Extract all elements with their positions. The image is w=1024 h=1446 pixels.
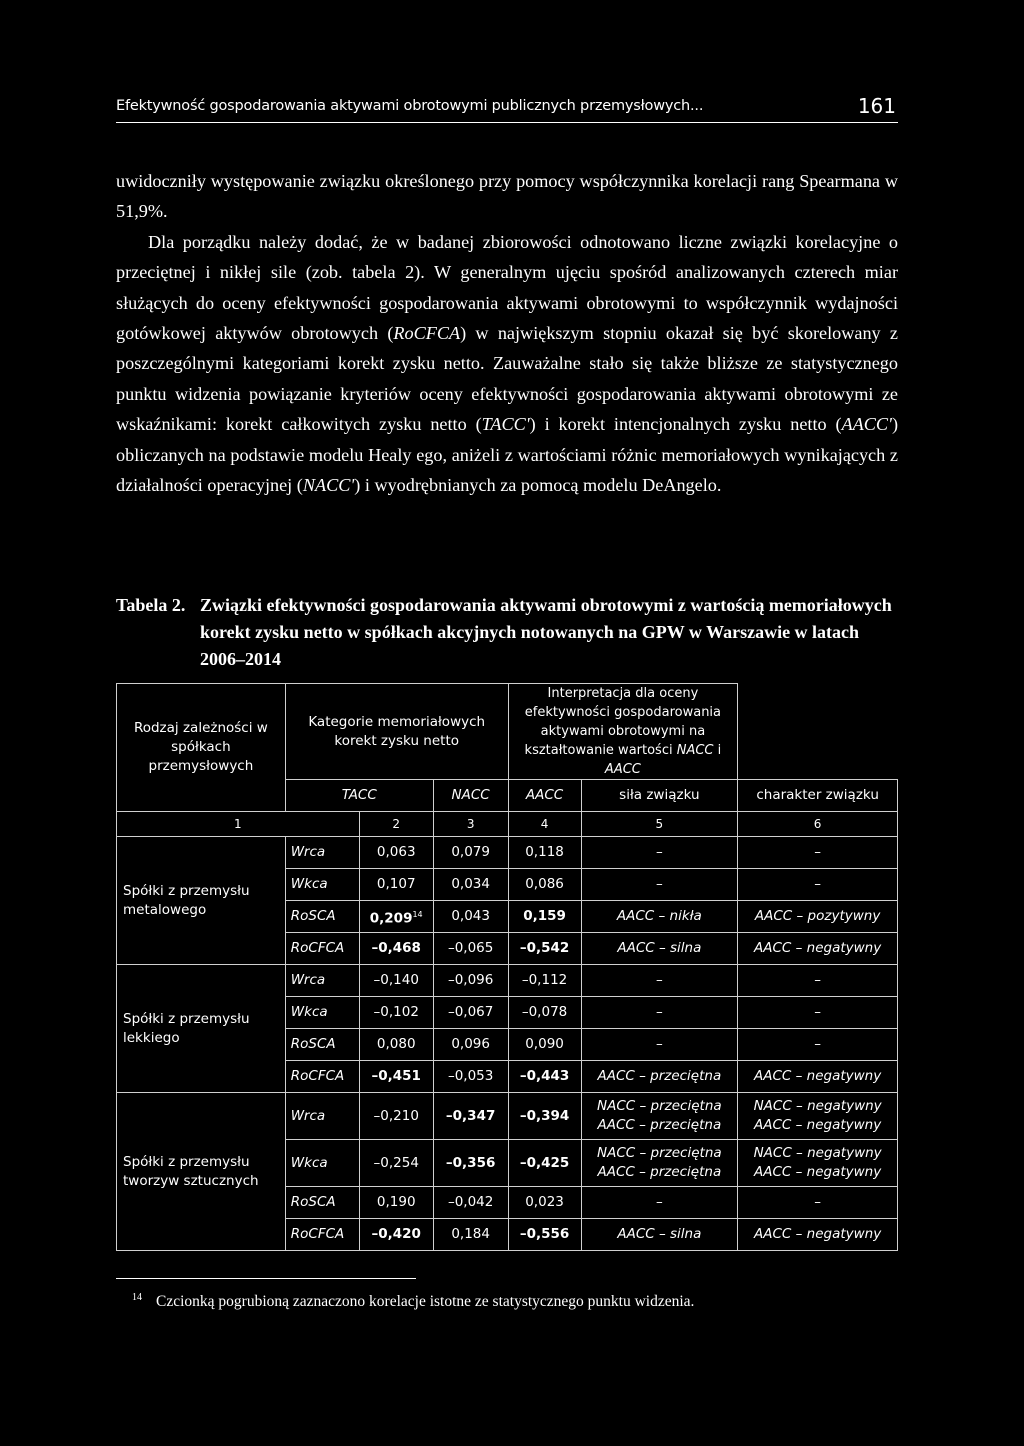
running-header-title: Efektywność gospodarowania aktywami obrotowymi publicznych przemysłowych... <box>116 98 704 114</box>
page-number: 161 <box>857 94 896 118</box>
paragraph-2-part-a: Dla porządku należy dodać, że w badanej zbiorowości odnotowano liczne związki korelacyjne o przeciętnej i nikłej sile (zob. tabela 2). W generalnym ujęciu spośród analizowanych czterech miar służących do oceny efektywności gospodarowania aktywami obrotowymi to współczynnik wydajności gotówkowej aktywów obrotowych ( <box>116 231 898 344</box>
cell-tacc: –0,140 <box>359 965 433 997</box>
cell-nacc-value: –0,347 <box>445 1107 496 1124</box>
col-num: 5 <box>581 812 738 837</box>
footnote-marker: 14 <box>132 1292 142 1303</box>
cell-tacc <box>359 1219 433 1251</box>
col-num: 6 <box>738 812 898 837</box>
cell-strength <box>581 1140 738 1187</box>
character-line: NACC – negatywny <box>753 1098 882 1114</box>
col-header-tacc: TACC <box>285 780 433 812</box>
cell-tacc: 0,107 <box>359 869 433 901</box>
cell-category: Wkca <box>285 869 359 901</box>
col-num: 2 <box>359 812 433 837</box>
cell-character: AACC – negatywny <box>738 933 898 965</box>
paragraph-2-part-b: ) w największym stopniu okazał się być skorelowany z poszczególnymi kategoriami korekt zysku netto. Zauważalne stało się także bliższe ze statystycznego punktu widzenia powiązanie kryteriów oceny efektywności gospodarowania aktywami obrotowymi ze wskaźnikami: korekt całkowitych zysku netto ( <box>116 323 898 435</box>
cell-tacc: 0,190 <box>359 1187 433 1219</box>
cell-nacc: 0,043 <box>433 901 508 933</box>
cell-strength: – <box>581 837 738 869</box>
cell-category: RoCFCA <box>285 1061 359 1093</box>
cell-character: AACC – negatywny <box>738 1061 898 1093</box>
col-num: 3 <box>433 812 508 837</box>
cell-nacc: 0,034 <box>433 869 508 901</box>
cell-character: – <box>738 837 898 869</box>
column-number-row <box>117 812 898 837</box>
table-row <box>117 965 898 997</box>
cell-category: RoSCA <box>285 1029 359 1061</box>
col-num: 4 <box>508 812 581 837</box>
cell-nacc: –0,042 <box>433 1187 508 1219</box>
col-header-interpretation <box>508 684 738 780</box>
cell-category: RoSCA <box>285 1187 359 1219</box>
cell-character: AACC – negatywny <box>738 1219 898 1251</box>
cell-aacc: –0,078 <box>508 997 581 1029</box>
col-num: 1 <box>117 812 360 837</box>
cell-aacc <box>508 1093 581 1140</box>
symbol-rocfca: RoCFCA <box>393 323 461 344</box>
cell-strength: – <box>581 997 738 1029</box>
col-header-nacc: NACC <box>433 780 508 812</box>
cell-tacc: 0,063 <box>359 837 433 869</box>
cell-character: – <box>738 1187 898 1219</box>
interp-text: Interpretacja dla oceny efektywności gospodarowania aktywami obrotowymi na kształtowanie wartości <box>524 686 722 758</box>
cell-strength: AACC – przeciętna <box>581 1061 738 1093</box>
correlation-table <box>116 683 898 1251</box>
group-plastics: Spółki z przemysłu tworzyw sztucznych <box>117 1093 286 1251</box>
paragraph-2 <box>116 227 898 501</box>
cell-strength: AACC – nikła <box>581 901 738 933</box>
paragraph-2-part-e: ) i wyodrębnianych za pomocą modelu DeAngelo. <box>354 475 722 496</box>
cell-strength <box>581 1093 738 1140</box>
cell-strength: – <box>581 965 738 997</box>
cell-aacc <box>508 933 581 965</box>
footnote-divider <box>116 1278 416 1279</box>
symbol-tacc: TACC' <box>481 414 530 435</box>
running-header <box>116 96 898 123</box>
cell-aacc: 0,023 <box>508 1187 581 1219</box>
cell-aacc <box>508 1219 581 1251</box>
character-line: NACC – negatywny <box>753 1145 882 1161</box>
cell-tacc <box>359 1061 433 1093</box>
paragraph-2-part-c: ) i korekt intencjonalnych zysku netto ( <box>529 414 842 435</box>
cell-aacc: 0,086 <box>508 869 581 901</box>
cell-category: RoCFCA <box>285 933 359 965</box>
group-metal: Spółki z przemysłu metalowego <box>117 837 286 965</box>
cell-nacc: 0,079 <box>433 837 508 869</box>
col-header-type: Rodzaj zależności w spółkach przemysłowych <box>117 684 286 812</box>
cell-strength: – <box>581 1187 738 1219</box>
cell-category: Wrca <box>285 1093 359 1140</box>
cell-tacc: –0,254 <box>359 1140 433 1187</box>
body-text <box>116 166 898 500</box>
cell-nacc: –0,053 <box>433 1061 508 1093</box>
cell-nacc-value: –0,356 <box>445 1154 496 1171</box>
cell-aacc-value: –0,542 <box>519 940 570 956</box>
cell-character <box>738 1140 898 1187</box>
cell-strength: – <box>581 1029 738 1061</box>
cell-character: AACC – pozytywny <box>738 901 898 933</box>
cell-nacc <box>433 1140 508 1187</box>
strength-line: NACC – przeciętna <box>597 1098 722 1114</box>
cell-category: Wrca <box>285 965 359 997</box>
table-row <box>117 1093 898 1140</box>
col-header-aacc: AACC <box>508 780 581 812</box>
symbol-nacc: NACC' <box>302 475 355 496</box>
table-caption-text: Związki efektywności gospodarowania aktywami obrotowymi z wartością memoriałowych korekt zysku netto w spółkach akcyjnych notowanych na GPW w Warszawie w latach 2006–2014 <box>200 595 892 669</box>
cell-nacc: –0,067 <box>433 997 508 1029</box>
table-header-row <box>117 684 898 780</box>
cell-character: – <box>738 1029 898 1061</box>
table-row <box>117 837 898 869</box>
interp-and: i <box>713 743 722 758</box>
cell-category: RoSCA <box>285 901 359 933</box>
cell-aacc: –0,112 <box>508 965 581 997</box>
cell-nacc: 0,184 <box>433 1219 508 1251</box>
interp-aacc: AACC <box>604 762 641 777</box>
symbol-aacc: AACC' <box>841 414 892 435</box>
cell-aacc-value: –0,425 <box>519 1154 570 1171</box>
strength-line: AACC – przeciętna <box>597 1117 722 1133</box>
footnote <box>132 1292 892 1311</box>
cell-character: – <box>738 869 898 901</box>
cell-tacc: –0,210 <box>359 1093 433 1140</box>
footnote-text: Czcionką pogrubioną zaznaczono korelacje istotne ze statystycznego punktu widzenia. <box>156 1293 695 1311</box>
cell-tacc <box>359 901 433 933</box>
cell-aacc-value: –0,443 <box>519 1068 570 1084</box>
group-light: Spółki z przemysłu lekkiego <box>117 965 286 1093</box>
cell-aacc: 0,118 <box>508 837 581 869</box>
cell-aacc-value: 0,159 <box>523 908 566 924</box>
cell-strength: – <box>581 869 738 901</box>
cell-category: Wrca <box>285 837 359 869</box>
col-header-categories: Kategorie memoriałowych korekt zysku netto <box>285 684 508 780</box>
interp-nacc: NACC <box>676 743 714 758</box>
strength-line: NACC – przeciętna <box>597 1145 722 1161</box>
strength-line: AACC – przeciętna <box>597 1164 722 1180</box>
table-caption-label: Tabela 2. <box>116 595 186 615</box>
cell-category: RoCFCA <box>285 1219 359 1251</box>
cell-nacc: –0,096 <box>433 965 508 997</box>
cell-aacc <box>508 1140 581 1187</box>
cell-category: Wkca <box>285 1140 359 1187</box>
cell-tacc-value: –0,451 <box>371 1068 421 1084</box>
cell-tacc-value: –0,420 <box>371 1226 421 1242</box>
cell-aacc: 0,090 <box>508 1029 581 1061</box>
cell-strength: AACC – silna <box>581 1219 738 1251</box>
footnote-ref: 14 <box>412 909 423 919</box>
cell-nacc: –0,065 <box>433 933 508 965</box>
cell-character: – <box>738 997 898 1029</box>
cell-nacc <box>433 1093 508 1140</box>
cell-tacc-value: 0,209 <box>369 910 413 927</box>
cell-tacc: –0,102 <box>359 997 433 1029</box>
cell-tacc: 0,080 <box>359 1029 433 1061</box>
paragraph-1: uwidoczniły występowanie związku określonego przy pomocy współczynnika korelacji rang Spearmana w 51,9%. <box>116 171 898 222</box>
cell-tacc <box>359 933 433 965</box>
col-header-character: charakter związku <box>738 780 898 812</box>
cell-category: Wkca <box>285 997 359 1029</box>
cell-aacc <box>508 1061 581 1093</box>
character-line: AACC – negatywny <box>753 1164 882 1180</box>
paragraph-2-part-d: ) obliczanych na podstawie modelu Healy ego, aniżeli z wartościami różnic memoriałowych wynikających z działalności operacyjnej ( <box>116 414 898 496</box>
cell-tacc-value: –0,468 <box>371 940 421 956</box>
cell-aacc-value: –0,556 <box>519 1226 570 1242</box>
cell-aacc-value: –0,394 <box>519 1107 570 1124</box>
character-line: AACC – negatywny <box>753 1117 882 1133</box>
cell-character: – <box>738 965 898 997</box>
cell-nacc: 0,096 <box>433 1029 508 1061</box>
col-header-strength: siła związku <box>581 780 738 812</box>
cell-character <box>738 1093 898 1140</box>
cell-aacc <box>508 901 581 933</box>
cell-strength: AACC – silna <box>581 933 738 965</box>
